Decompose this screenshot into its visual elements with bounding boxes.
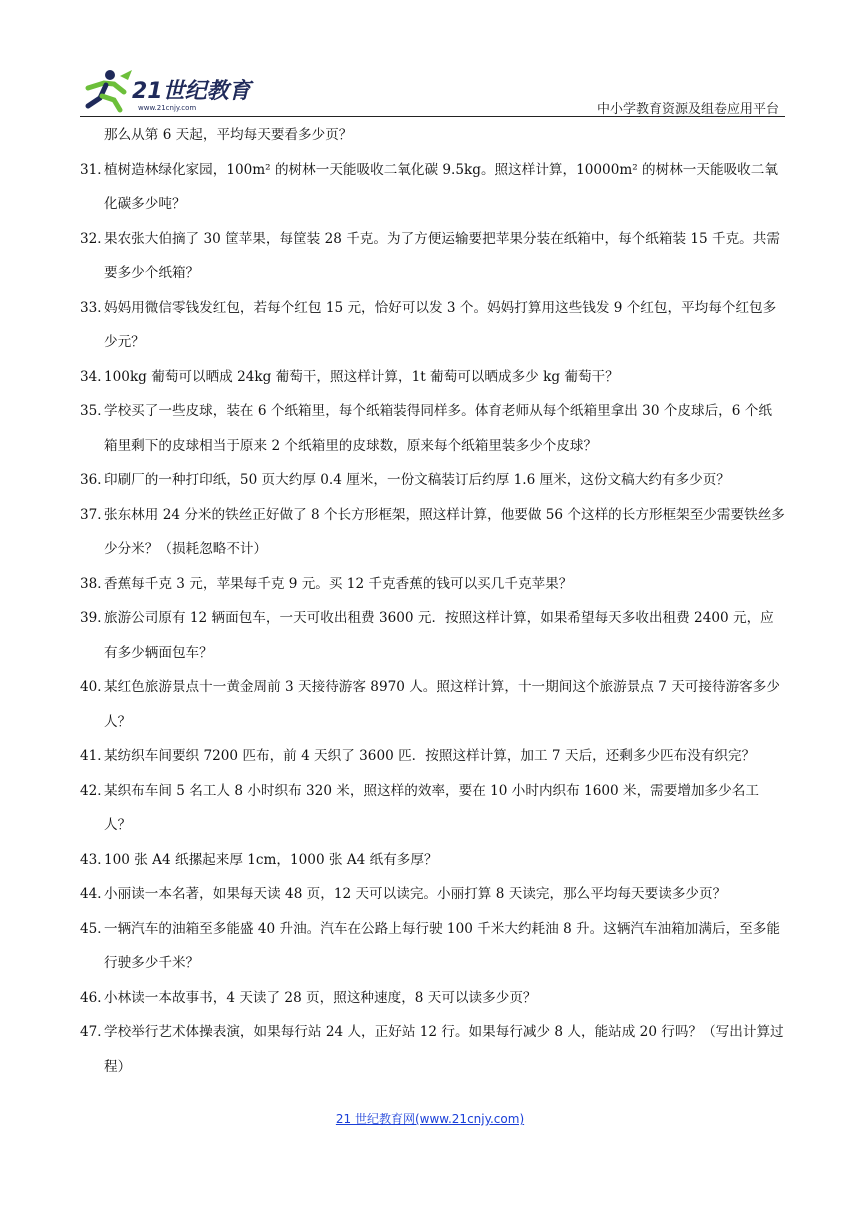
footer-link[interactable]: 21 世纪教育网(www.21cnjy.com) <box>335 1112 525 1126</box>
platform-title: 中小学教育资源及组卷应用平台 <box>596 102 779 117</box>
question-number: 46． <box>80 989 111 1006</box>
question-text: 印刷厂的一种打印纸，50 页大约厚 0.4 厘米，一份文稿装订后约厚 1.6 厘米，这份文稿大约有多少页？ <box>104 472 730 488</box>
question-item <box>80 498 785 567</box>
question-item <box>80 153 785 222</box>
question-text: 旅游公司原有 12 辆面包车，一天可收出租费 3600 元．按照这样计算，如果希望每天多收出租费 2400 元，应有多少辆面包车？ <box>104 610 774 661</box>
question-number: 43． <box>80 851 111 868</box>
question-text: 小丽读一本名著，如果每天读 48 页，12 天可以读完。小丽打算 8 天读完，那么平均每天要读多少页？ <box>104 886 727 902</box>
question-text: 某织布车间 5 名工人 8 小时织布 320 米，照这样的效率，要在 10 小时内织布 1600 米，需要增加多少名工人？ <box>104 782 759 833</box>
question-text: 某纺织车间要织 7200 匹布，前 4 天织了 3600 匹．按照这样计算，加工 7 天后，还剩多少匹布没有织完？ <box>104 748 756 764</box>
question-number: 42． <box>80 782 111 799</box>
question-text: 学校举行艺术体操表演，如果每行站 24 人，正好站 12 行。如果每行减少 8 人，能站成 20 行吗？（写出计算过程） <box>104 1024 784 1075</box>
question-number: 31． <box>80 161 111 178</box>
question-item <box>80 670 785 739</box>
question-number: 38． <box>80 575 111 592</box>
question-number: 35． <box>80 403 111 419</box>
question-text: 某红色旅游景点十一黄金周前 3 天接待游客 8970 人。照这样计算，十一期间这个旅游景点 7 天可接待游客多少人？ <box>104 679 780 730</box>
logo-url: www.21cnjy.com <box>138 104 197 112</box>
page-header <box>80 66 785 116</box>
question-number: 33． <box>80 299 111 316</box>
question-text: 植树造林绿化家园，100m² 的树林一天能吸收二氧化碳 9.5kg。照这样计算，10000m² 的树林一天能吸收二氧化碳多少吨？ <box>104 161 778 212</box>
logo-title: 21世纪教育 <box>132 79 251 104</box>
question-text: 小林读一本故事书，4 天读了 28 页，照这种速度，8 天可以读多少页？ <box>104 989 537 1006</box>
question-number: 32． <box>80 230 111 247</box>
question-item <box>80 601 785 670</box>
question-number: 34． <box>80 368 111 385</box>
question-item <box>80 360 785 395</box>
question-list <box>80 118 785 1084</box>
continuation-text: 那么从第 6 天起，平均每天要看多少页？ <box>104 127 353 143</box>
question-item <box>80 222 785 291</box>
question-number: 36． <box>80 472 111 488</box>
question-text: 一辆汽车的油箱至多能盛 40 升油。汽车在公路上每行驶 100 千米大约耗油 8 升。这辆汽车油箱加满后，至多能行驶多少千米？ <box>104 920 780 971</box>
question-item <box>80 739 785 774</box>
question-text: 100kg 葡萄可以晒成 24kg 葡萄干，照这样计算，1t 葡萄可以晒成多少 kg 葡萄干？ <box>104 368 619 385</box>
question-number: 39． <box>80 610 111 626</box>
question-text: 学校买了一些皮球，装在 6 个纸箱里，每个纸箱装得同样多。体育老师从每个纸箱里拿出 30 个皮球后，6 个纸箱里剩下的皮球相当于原来 2 个纸箱里的皮球数，原来每个纸箱里装多少个皮球？ <box>104 403 772 454</box>
question-text: 果农张大伯摘了 30 筐苹果，每筐装 28 千克。为了方便运输要把苹果分装在纸箱中，每个纸箱装 15 千克。共需要多少个纸箱？ <box>104 230 780 281</box>
question-number: 47． <box>80 1024 111 1040</box>
question-number: 40． <box>80 679 111 695</box>
logo <box>80 66 280 114</box>
question-item <box>80 774 785 843</box>
question-item <box>80 912 785 981</box>
question-number: 45． <box>80 920 111 937</box>
question-item <box>80 394 785 463</box>
question-text: 张东林用 24 分米的铁丝正好做了 8 个长方形框架，照这样计算，他要做 56 个这样的长方形框架至少需要铁丝多少分米？（损耗忽略不计） <box>104 506 785 557</box>
runner-icon <box>88 70 132 110</box>
question-number: 44． <box>80 886 111 902</box>
question-text: 妈妈用微信零钱发红包，若每个红包 15 元，恰好可以发 3 个。妈妈打算用这些钱发 9 个红包，平均每个红包多少元？ <box>104 299 777 350</box>
question-text: 香蕉每千克 3 元，苹果每千克 9 元。买 12 千克香蕉的钱可以买几千克苹果？ <box>104 575 573 592</box>
questions <box>80 153 785 1085</box>
question-number: 37． <box>80 506 111 523</box>
question-item <box>80 567 785 602</box>
question-text: 100 张 A4 纸摞起来厚 1cm，1000 张 A4 纸有多厚？ <box>104 851 438 868</box>
question-item <box>80 463 785 498</box>
question-item <box>80 877 785 912</box>
question-item <box>80 1015 785 1084</box>
question-item <box>80 843 785 878</box>
question-item <box>80 291 785 360</box>
question-number: 41． <box>80 748 111 764</box>
page-footer <box>0 1110 860 1127</box>
header-divider <box>80 116 785 117</box>
question-item <box>80 981 785 1016</box>
